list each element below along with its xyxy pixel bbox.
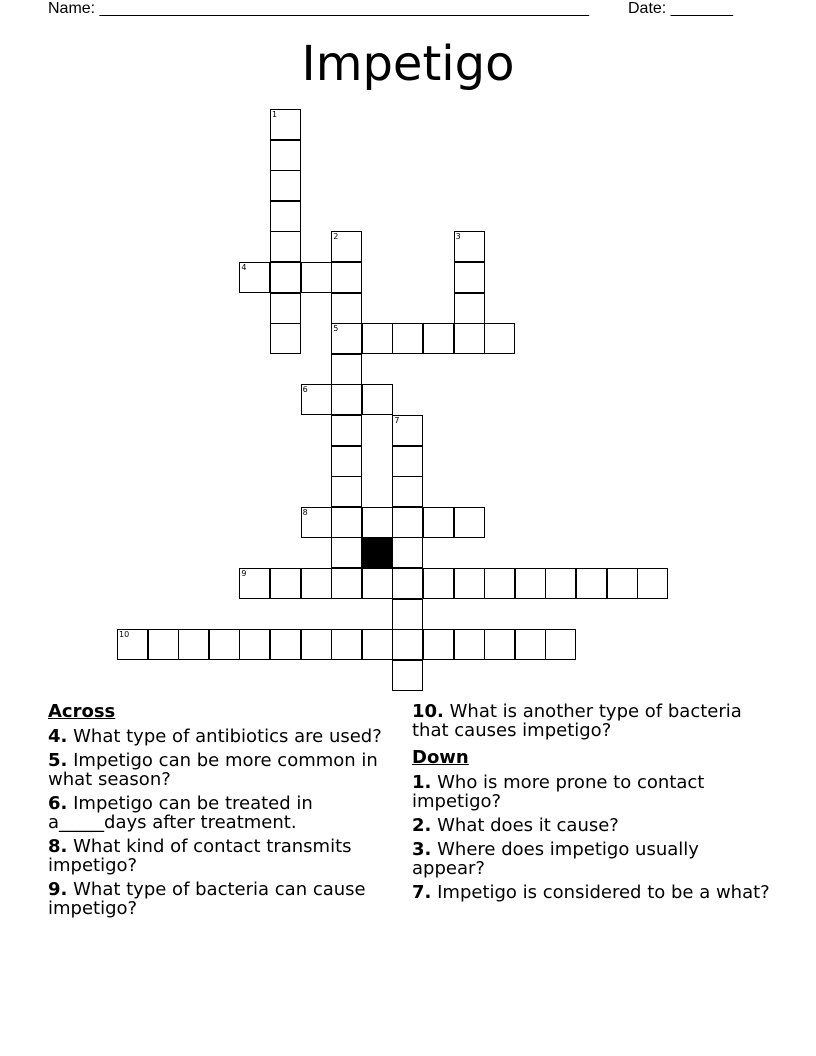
grid-cell[interactable]: [270, 109, 301, 140]
clue-across-5: [48, 751, 388, 789]
grid-cell[interactable]: [239, 262, 270, 293]
clue-text: What type of antibiotics are used?: [73, 726, 382, 747]
grid-cell[interactable]: [545, 629, 576, 660]
grid-cell[interactable]: [331, 507, 362, 538]
clue-number-label: 1: [272, 110, 278, 119]
clue-text: What kind of contact transmits impetigo?: [48, 836, 352, 876]
clue-number: 5.: [48, 750, 68, 771]
grid-cell[interactable]: [454, 507, 485, 538]
grid-cell[interactable]: [454, 293, 485, 324]
grid-cell[interactable]: [301, 568, 332, 599]
clue-down-1: [412, 773, 772, 811]
grid-cell[interactable]: [392, 323, 423, 354]
grid-cell[interactable]: [331, 568, 362, 599]
name-line: Name: _______________________________________________________: [48, 0, 589, 17]
grid-cell[interactable]: [331, 446, 362, 477]
clue-number-label: 5: [333, 324, 339, 334]
clue-number: 9.: [48, 879, 68, 900]
clue-down-3: [412, 840, 772, 878]
grid-cell[interactable]: [331, 415, 362, 446]
clue-number: 8.: [48, 836, 68, 857]
clue-number: 4.: [48, 726, 68, 747]
grid-cell[interactable]: [331, 537, 362, 568]
clue-number-label: 6: [302, 385, 308, 395]
clue-number-label: 4: [241, 263, 247, 272]
grid-cell[interactable]: [454, 262, 485, 293]
grid-cell[interactable]: [576, 568, 607, 599]
clue-number: 3.: [412, 839, 432, 860]
clue-number-label: 7: [394, 416, 400, 425]
grid-cell[interactable]: [515, 629, 546, 660]
page-title: Impetigo: [301, 36, 515, 92]
grid-cell[interactable]: [362, 323, 393, 354]
grid-cell[interactable]: [301, 507, 332, 538]
clue-down-7: [412, 883, 772, 902]
grid-cell[interactable]: [607, 568, 638, 599]
grid-cell[interactable]: [515, 568, 546, 599]
grid-cell[interactable]: [392, 537, 423, 568]
grid-cell[interactable]: [423, 507, 454, 538]
clues-right-column: [412, 702, 772, 907]
clue-across-4: [48, 727, 388, 746]
grid-cell[interactable]: [239, 629, 270, 660]
grid-cell[interactable]: [484, 629, 515, 660]
grid-cell[interactable]: [362, 507, 393, 538]
clue-text: Impetigo is considered to be a what?: [437, 882, 770, 903]
clue-number-label: 10: [119, 630, 130, 640]
clue-number-label: 3: [455, 232, 461, 242]
grid-cell[interactable]: [423, 629, 454, 660]
grid-cell[interactable]: [392, 415, 423, 446]
clue-number: 1.: [412, 772, 432, 793]
grid-cell[interactable]: [270, 170, 301, 201]
down-heading: Down: [412, 747, 469, 768]
clue-text: Impetigo can be more common in what season?: [48, 750, 378, 790]
clue-across-8: [48, 837, 388, 875]
grid-cell[interactable]: [362, 384, 393, 415]
grid-cell[interactable]: [270, 201, 301, 232]
grid-cell[interactable]: [484, 323, 515, 354]
grid-cell[interactable]: [362, 629, 393, 660]
clue-number-label: 2: [333, 232, 339, 242]
grid-cell[interactable]: [331, 231, 362, 262]
clue-text: What is another type of bacteria that causes impetigo?: [412, 701, 742, 741]
grid-cell[interactable]: [331, 354, 362, 385]
grid-cell[interactable]: [637, 568, 668, 599]
clue-across-9: [48, 880, 388, 918]
clue-text: Impetigo can be treated in a_____days after treatment.: [48, 793, 313, 833]
grid-cell[interactable]: [392, 568, 423, 599]
grid-cell[interactable]: [270, 231, 301, 262]
grid-cell[interactable]: [331, 384, 362, 415]
grid-cell[interactable]: [239, 568, 270, 599]
grid-cell[interactable]: [331, 262, 362, 293]
grid-cell[interactable]: [270, 293, 301, 324]
clue-down-2: [412, 816, 772, 835]
grid-cell[interactable]: [209, 629, 240, 660]
grid-cell[interactable]: [362, 568, 393, 599]
grid-cell[interactable]: [331, 323, 362, 354]
clue-number: 6.: [48, 793, 68, 814]
clue-number-label: 8: [302, 507, 308, 517]
grid-cell[interactable]: [331, 629, 362, 660]
grid-cell[interactable]: [392, 476, 423, 507]
clue-number-label: 9: [241, 569, 247, 578]
grid-cell[interactable]: [270, 323, 301, 354]
grid-cell[interactable]: [331, 476, 362, 507]
clue-text: What type of bacteria can cause impetigo?: [48, 879, 366, 919]
clue-number: 2.: [412, 815, 432, 836]
grid-cell[interactable]: [423, 323, 454, 354]
grid-cell[interactable]: [270, 140, 301, 171]
clue-number: 10.: [412, 701, 444, 722]
clue-text: Where does impetigo usually appear?: [412, 839, 699, 879]
grid-cell[interactable]: [301, 384, 332, 415]
grid-cell[interactable]: [117, 629, 148, 660]
grid-cell[interactable]: [392, 599, 423, 630]
grid-cell[interactable]: [392, 629, 423, 660]
clue-text: What does it cause?: [437, 815, 619, 836]
grid-cell[interactable]: [545, 568, 576, 599]
grid-cell[interactable]: [178, 629, 209, 660]
grid-cell[interactable]: [392, 660, 423, 691]
grid-cell[interactable]: [331, 293, 362, 324]
clue-number: 7.: [412, 882, 432, 903]
grid-cell[interactable]: [270, 629, 301, 660]
grid-cell[interactable]: [148, 629, 179, 660]
date-line: Date: _______: [628, 0, 733, 17]
grid-cell[interactable]: [423, 568, 454, 599]
clue-text: Who is more prone to contact impetigo?: [412, 772, 705, 812]
grid-cell[interactable]: [454, 568, 485, 599]
clue-across-10: [412, 702, 772, 740]
clue-across-6: [48, 794, 388, 832]
grid-cell[interactable]: [301, 262, 332, 293]
grid-cell-blocked: [362, 537, 393, 568]
grid-cell[interactable]: [392, 446, 423, 477]
grid-cell[interactable]: [301, 629, 332, 660]
grid-cell[interactable]: [392, 507, 423, 538]
grid-cell[interactable]: [454, 231, 485, 262]
grid-cell[interactable]: [270, 262, 301, 293]
across-heading: Across: [48, 701, 116, 722]
grid-cell[interactable]: [484, 568, 515, 599]
grid-cell[interactable]: [270, 568, 301, 599]
clues-left-column: [48, 702, 388, 923]
grid-cell[interactable]: [454, 323, 485, 354]
grid-cell[interactable]: [454, 629, 485, 660]
